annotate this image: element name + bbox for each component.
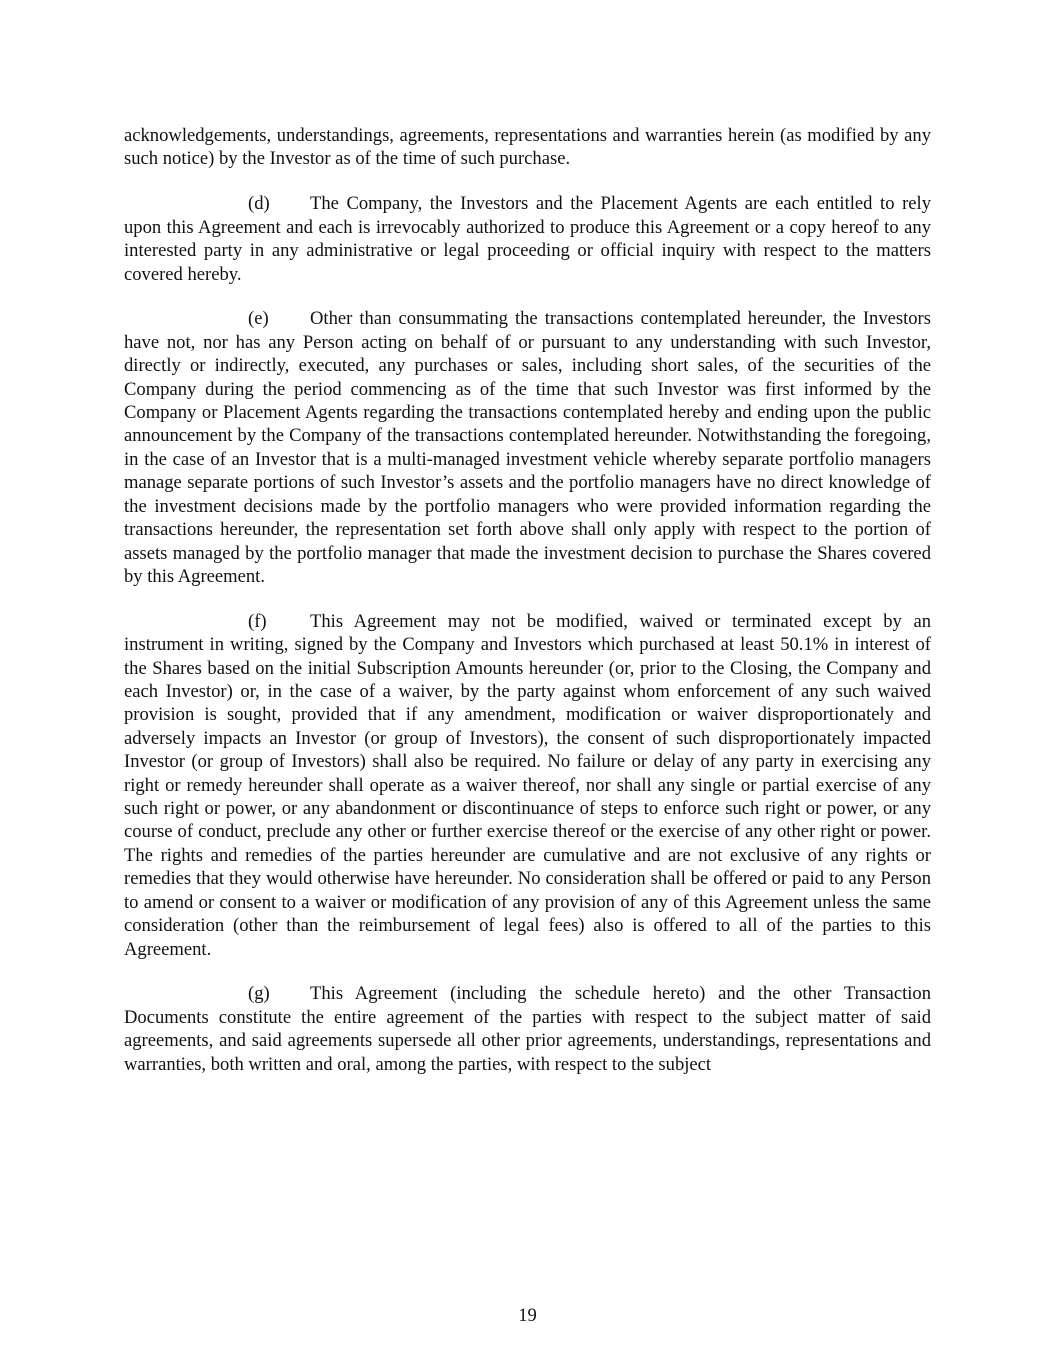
paragraph-g [124, 982, 931, 1076]
continuation-paragraph [124, 124, 931, 171]
paragraph-e [124, 307, 931, 588]
paragraph-f [124, 610, 931, 961]
paragraph-marker: (e) [248, 308, 269, 330]
paragraph-marker: (g) [248, 983, 270, 1005]
paragraph-text: Other than consummating the transactions contemplated hereunder, the Investors have not, nor has any Person acting on behalf of or pursuant to any understanding with such Investor, directly or indirectly, executed, any purchases or sales, including short sales, of the securities of the Company during the period commencing as of the time that such Investor was first informed by the Company or Placement Agents regarding the transactions contemplated hereby and ending upon the public announcement by the Company of the transactions contemplated hereunder. Notwithstanding the foregoing, in the case of an Investor that is a multi-managed investment vehicle whereby separate portfolio managers manage separate portions of such Investor’s assets and the portfolio managers have no direct knowledge of the investment decisions made by the portfolio managers who were provided information regarding the transactions hereunder, the representation set forth above shall only apply with respect to the portion of assets managed by the portfolio manager that made the investment decision to purchase the Shares covered by this Agreement. [124, 308, 931, 587]
paragraph-text: This Agreement may not be modified, waived or terminated except by an instrument in writing, signed by the Company and Investors which purchased at least 50.1% in interest of the Shares based on the initial Subscription Amounts hereunder (or, prior to the Closing, the Company and each Investor) or, in the case of a waiver, by the party against whom enforcement of any such waived provision is sought, provided that if any amendment, modification or waiver disproportionately and adversely impacts an Investor (or group of Investors), the consent of such disproportionately impacted Investor (or group of Investors) shall also be required. No failure or delay of any party in exercising any right or remedy hereunder shall operate as a waiver thereof, nor shall any single or partial exercise of any such right or power, or any abandonment or discontinuance of steps to enforce such right or power, or any course of conduct, preclude any other or further exercise thereof or the exercise of any other right or power. The rights and remedies of the parties hereunder are cumulative and are not exclusive of any rights or remedies that they would otherwise have hereunder. No consideration shall be offered or paid to any Person to amend or consent to a waiver or modification of any provision of any of this Agreement unless the same consideration (other than the reimbursement of legal fees) also is offered to all of the parties to this Agreement. [124, 610, 931, 960]
paragraph-d [124, 192, 931, 286]
paragraph-text: acknowledgements, understandings, agreements, representations and warranties herein (as modified by any such notice) by the Investor as of the time of such purchase. [124, 125, 931, 170]
paragraph-text: This Agreement (including the schedule hereto) and the other Transaction Documents constitute the entire agreement of the parties with respect to the subject matter of said agreements, and said agreements supersede all other prior agreements, understandings, representations and warranties, both written and oral, among the parties, with respect to the subject [124, 983, 931, 1075]
document-body [124, 124, 931, 1098]
paragraph-text: The Company, the Investors and the Placement Agents are each entitled to rely upon this Agreement and each is irrevocably authorized to produce this Agreement or a copy hereof to any interested party in any administrative or legal proceeding or official inquiry with respect to the matters covered hereby. [124, 193, 931, 285]
page-number: 19 [518, 1305, 537, 1326]
paragraph-marker: (f) [248, 610, 267, 632]
paragraph-marker: (d) [248, 193, 270, 215]
